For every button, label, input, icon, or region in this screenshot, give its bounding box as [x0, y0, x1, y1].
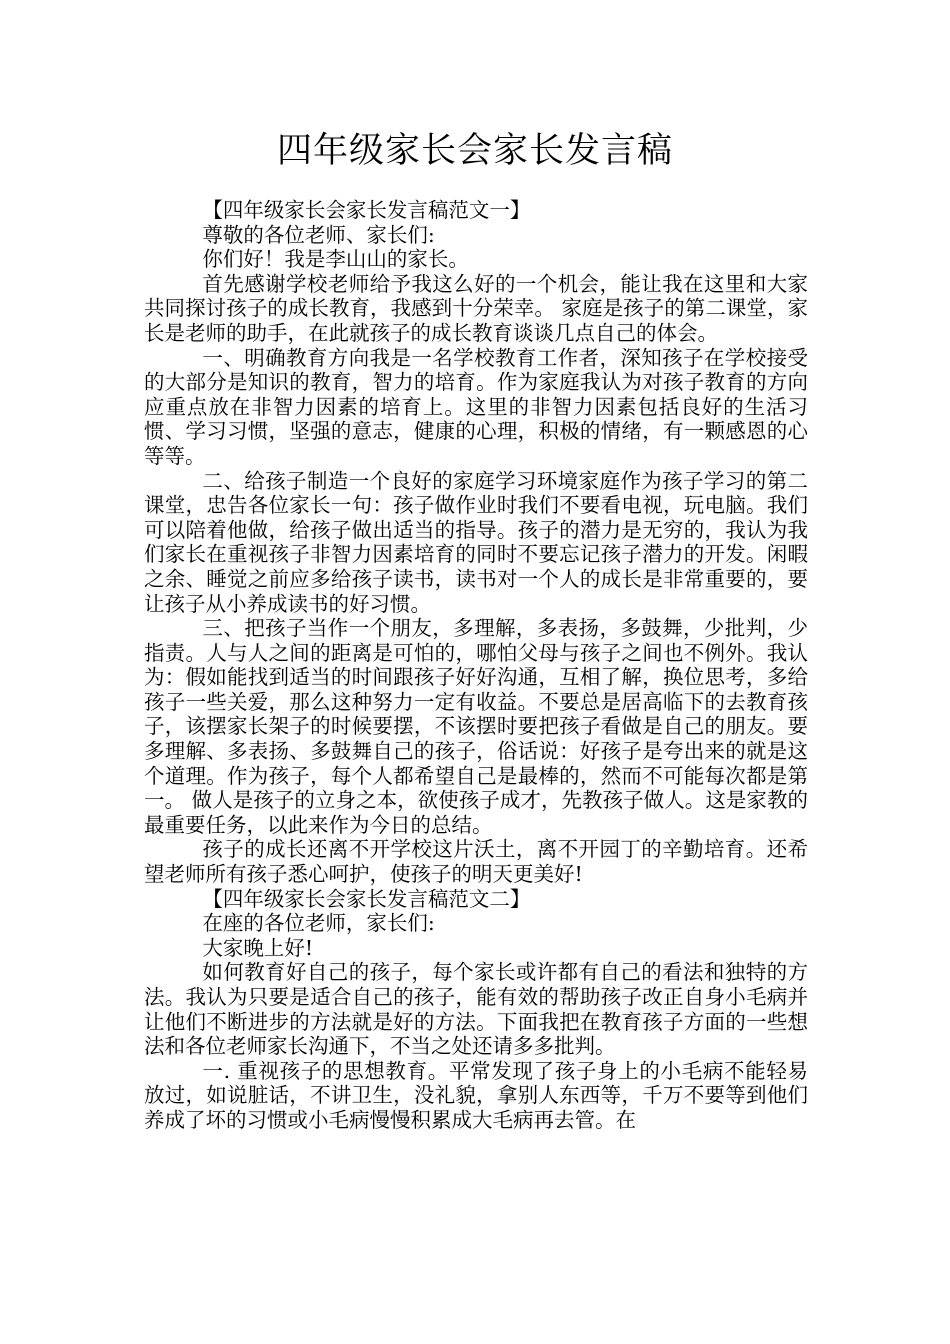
paragraph: 一、明确教育方向我是一名学校教育工作者，深知孩子在学校接受的大部分是知识的教育，智力的培育。作为家庭我认为对孩子教育的方向应重点放在非智力因素的培育上。这里的非智力因素包括良好的生活习惯、学习习惯，坚强的意志，健康的心理，积极的情绪，有一颗感恩的心等等。 [144, 345, 808, 468]
paragraph: 如何教育好自己的孩子，每个家长或许都有自己的看法和独特的方法。我认为只要是适合自己的孩子，能有效的帮助孩子改正自身小毛病并让他们不断进步的方法就是好的方法。下面我把在教育孩子方面的一些想法和各位老师家长沟通下，不当之处还请多多批判。 [144, 960, 808, 1059]
document-body [144, 198, 808, 1133]
paragraph: 在座的各位老师，家长们: [202, 911, 435, 936]
paragraph: 你们好！我是李山山的家长。 [202, 247, 469, 272]
paragraph: 大家晚上好! [202, 935, 314, 960]
document-title: 四年级家长会家长发言稿 [276, 131, 673, 171]
paragraph: 三、把孩子当作一个朋友，多理解，多表扬，多鼓舞，少批判，少指责。人与人之间的距离是可怕的，哪怕父母与孩子之间也不例外。我认为：假如能找到适当的时间跟孩子好好沟通，互相了解，换位思考，多给孩子一些关爱，那么这种努力一定有收益。不要总是居高临下的去教育孩子，该摆家长架子的时候要摆，不该摆时要把孩子看做是自己的朋友。要多理解、多表扬、多鼓舞自己的孩子，俗话说：好孩子是夸出来的就是这个道理。作为孩子，每个人都希望自己是最棒的，然而不可能每次都是第一。 做人是孩子的立身之本，欲使孩子成才，先教孩子做人。这是家教的最重要任务，以此来作为今日的总结。 [144, 616, 808, 837]
paragraph: 首先感谢学校老师给予我这么好的一个机会，能让我在这里和大家共同探讨孩子的成长教育，我感到十分荣幸。 家庭是孩子的第二课堂，家长是老师的助手，在此就孩子的成长教育谈谈几点自己的体会。 [144, 271, 808, 345]
paragraph: 一. 重视孩子的思想教育。平常发现了孩子身上的小毛病不能轻易放过，如说脏话，不讲卫生，没礼貌，拿别人东西等，千万不要等到他们养成了坏的习惯或小毛病慢慢积累成大毛病再去管。在 [144, 1058, 808, 1132]
section-heading: 【四年级家长会家长发言稿范文二】 [202, 886, 531, 911]
paragraph: 尊敬的各位老师、家长们: [202, 222, 435, 247]
paragraph: 孩子的成长还离不开学校这片沃土，离不开园丁的辛勤培育。还希望老师所有孩子悉心呵护，使孩子的明天更美好! [144, 837, 808, 887]
section-heading: 【四年级家长会家长发言稿范文一】 [202, 198, 531, 222]
paragraph: 二、给孩子制造一个良好的家庭学习环境家庭作为孩子学习的第二课堂，忠告各位家长一句：孩子做作业时我们不要看电视，玩电脑。我们可以陪着他做，给孩子做出适当的指导。孩子的潜力是无穷的，我认为我们家长在重视孩子非智力因素培育的同时不要忘记孩子潜力的开发。闲暇之余、睡觉之前应多给孩子读书，读书对一个人的成长是非常重要的，要让孩子从小养成读书的好习惯。 [144, 468, 808, 616]
